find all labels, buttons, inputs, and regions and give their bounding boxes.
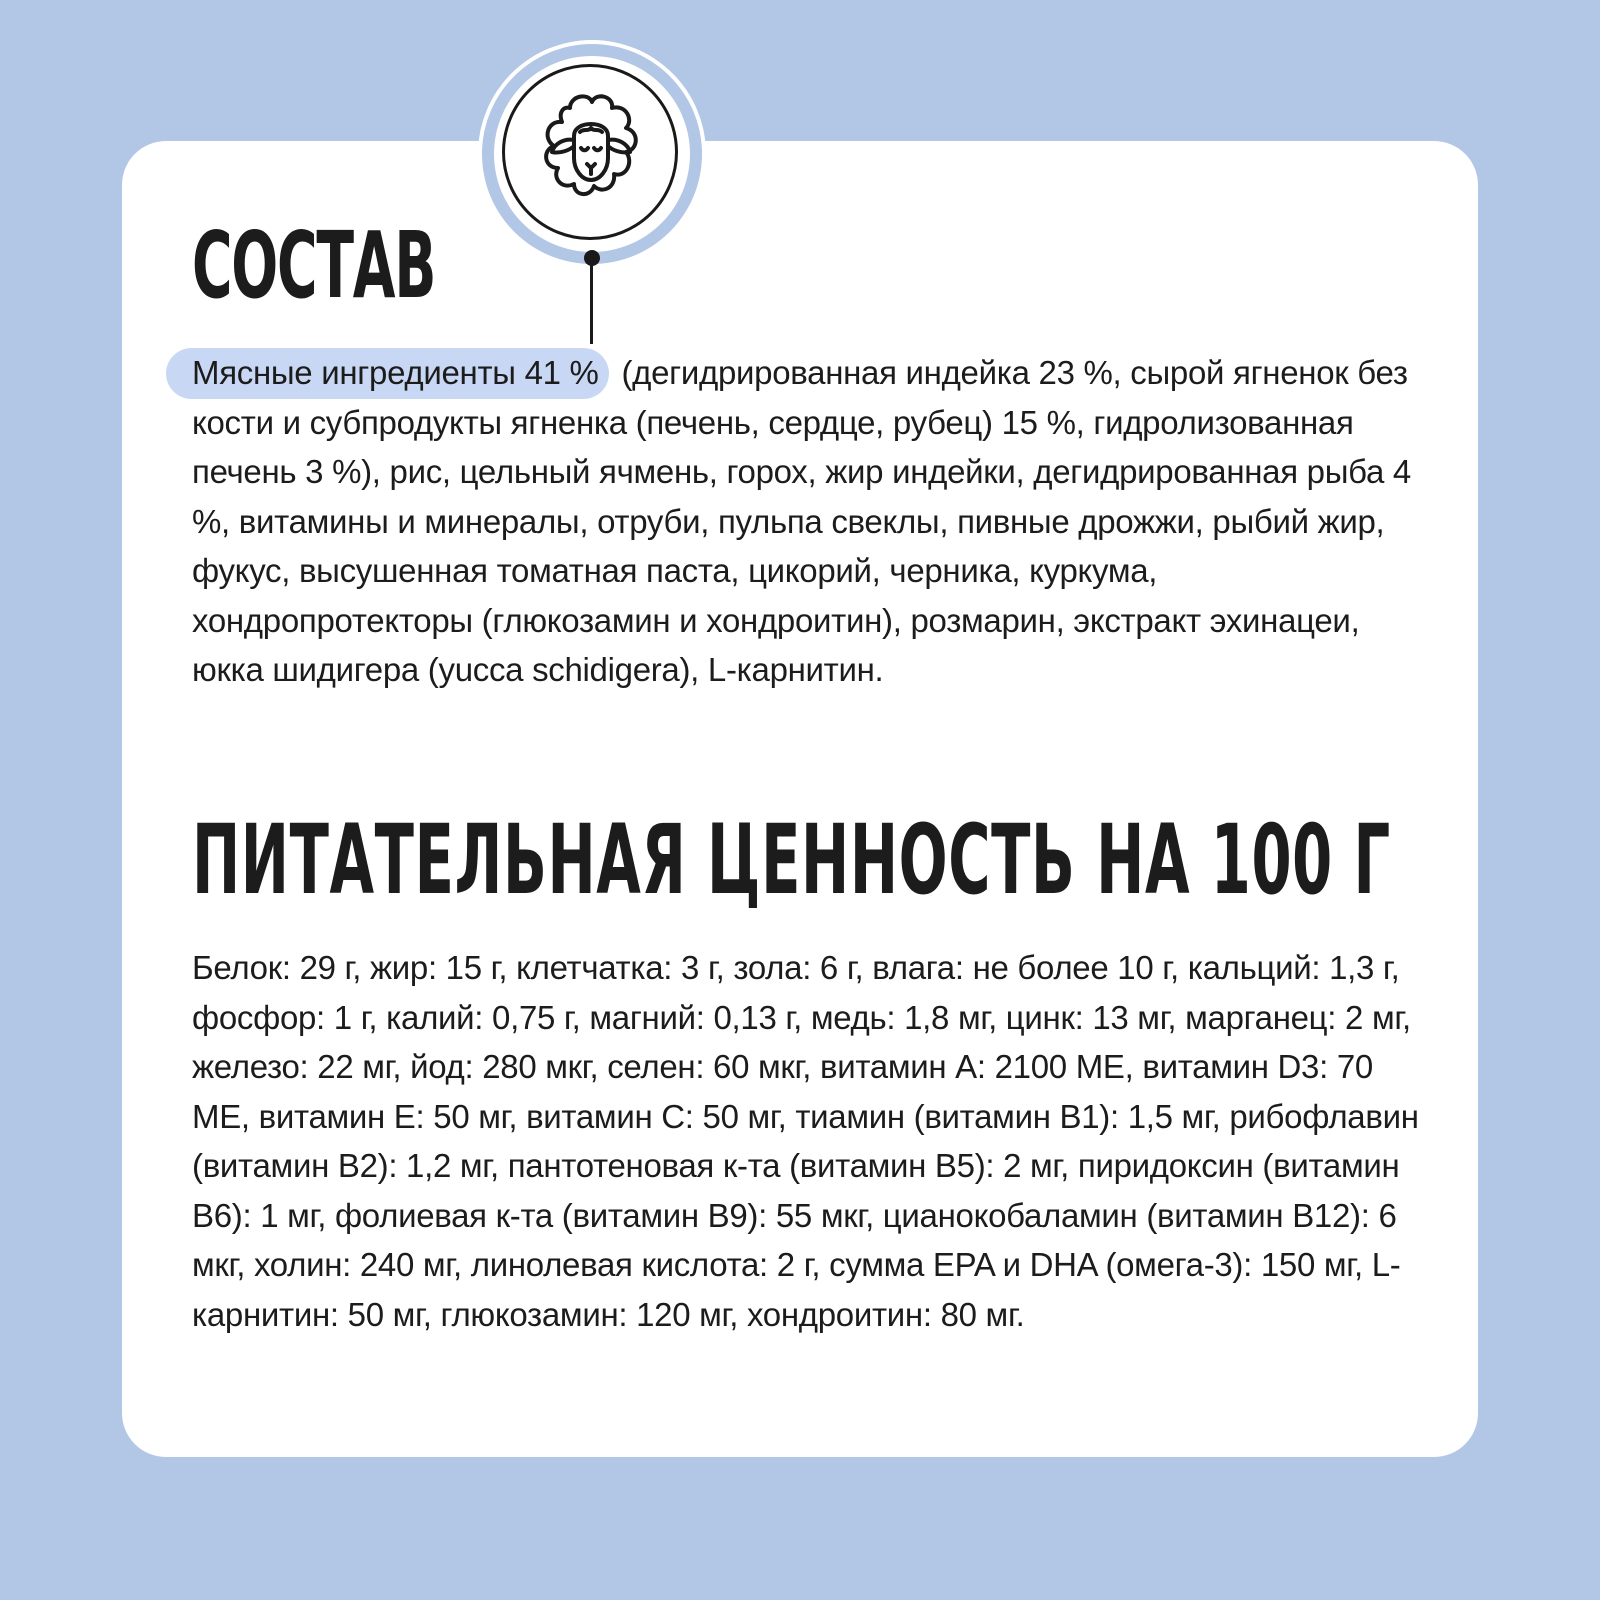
meat-ingredients-highlight: Мясные ингредиенты 41 % xyxy=(166,348,609,399)
composition-text xyxy=(192,348,1432,695)
composition-ingredients: (дегидрированная индейка 23 %, сырой ягненок без кости и субпродукты ягненка (печень, сердце, рубец) 15 %, гидролизованная печень 3 %), рис, цельный ячмень, горох, жир индейки, дегидрированная рыба 4 %, витамины и минералы, отруби, пульпа свеклы, пивные дрожжи, рыбий жир, фукус, высушенная томатная паста, цикорий, черника, куркума, хондропротекторы (глюкозамин и хондроитин), розмарин, экстракт эхинацеи, юкка шидигера (yucca schidigera), L-карнитин. xyxy=(192,354,1411,688)
nutrition-text: Белок: 29 г, жир: 15 г, клетчатка: 3 г, зола: 6 г, влага: не более 10 г, кальций: 1,3 г, фосфор: 1 г, калий: 0,75 г, магний: 0,13 г, медь: 1,8 мг, цинк: 13 мг, марганец: 2 мг, железо: 22 мг, йод: 280 мкг, селен: 60 мкг, витамин А: 2100 МЕ, витамин D3: 70 МЕ, витамин Е: 50 мг, витамин С: 50 мг, тиамин (витамин В1): 1,5 мг, рибофлавин (витамин В2): 1,2 мг, пантотеновая к-та (витамин В5): 2 мг, пиридоксин (витамин В6): 1 мг, фолиевая к-та (витамин В9): 55 мкг, цианокобаламин (витамин В12): 6 мкг, холин: 240 мг, линолевая кислота: 2 г, сумма EPA и DHA (омега-3): 150 мг, L-карнитин: 50 мг, глюкозамин: 120 мг, хондроитин: 80 мг. xyxy=(192,949,1419,1333)
sheep-icon xyxy=(530,88,652,212)
nutrition-title: ПИТАТЕЛЬНАЯ ЦЕННОСТЬ НА 100 Г xyxy=(192,804,1391,916)
connector-line xyxy=(590,258,593,344)
composition-title: СОСТАВ xyxy=(192,212,436,319)
